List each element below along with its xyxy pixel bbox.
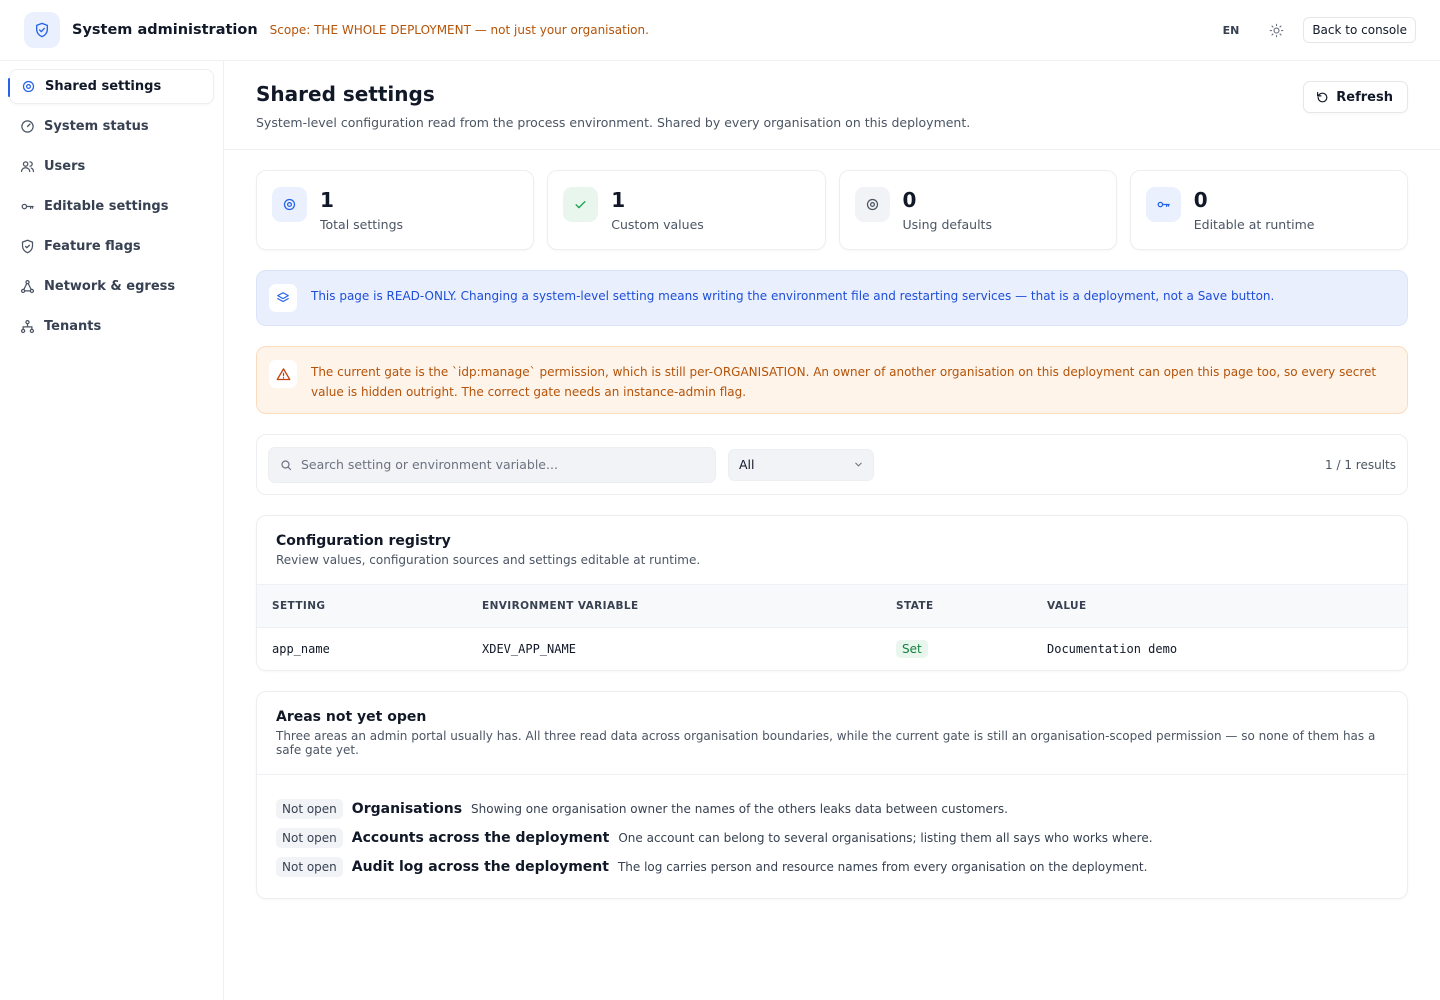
network-icon — [19, 279, 35, 295]
not-open-badge: Not open — [276, 799, 343, 819]
page-title: Shared settings — [256, 82, 435, 106]
registry-table — [257, 585, 1407, 670]
check-icon — [563, 187, 598, 222]
top-bar — [0, 0, 1440, 61]
sidebar-item-label: Network & egress — [44, 279, 176, 294]
state-cell — [896, 627, 1047, 670]
sidebar-item-label: System status — [44, 119, 149, 134]
sidebar-item-users[interactable] — [9, 149, 214, 184]
target-icon — [855, 187, 890, 222]
search-input[interactable] — [301, 457, 701, 472]
sidebar-item-system-status[interactable] — [9, 109, 214, 144]
read-only-notice — [256, 270, 1408, 326]
areas-title: Areas not yet open — [276, 709, 427, 725]
sidebar-item-label: Users — [44, 159, 86, 174]
areas-subtitle: Three areas an admin portal usually has. All three read data across organisation boundaries, while the current gate is still an organisation-scoped permission — so none of them has a safe gate yet. — [276, 729, 1376, 757]
setting-cell: app_name — [272, 641, 330, 656]
filter-bar — [256, 434, 1408, 495]
sidebar-item-feature-flags[interactable] — [9, 229, 214, 264]
area-name: Audit log across the deployment — [351, 858, 609, 875]
area-name: Organisations — [351, 800, 463, 817]
area-description: The log carries person and resource names from every organisation on the deployment. — [617, 859, 1148, 874]
not-open-badge: Not open — [276, 857, 343, 877]
table-row[interactable] — [257, 627, 1407, 670]
tenants-icon — [19, 319, 35, 335]
stat-value: 1 — [611, 188, 626, 212]
sidebar-item-label: Feature flags — [44, 239, 141, 254]
stat-label: Total settings — [320, 217, 404, 232]
stat-label: Editable at runtime — [1193, 217, 1315, 232]
state-filter-select[interactable] — [728, 449, 874, 481]
scope-warning: Scope: THE WHOLE DEPLOYMENT — not just your organisation. — [269, 23, 649, 37]
value-cell: Documentation demo — [1047, 641, 1178, 656]
stat-card-custom-values — [547, 170, 825, 250]
gauge-icon — [19, 119, 35, 135]
sidebar-item-label: Tenants — [44, 319, 102, 334]
stat-value: 0 — [902, 188, 917, 212]
registry-title: Configuration registry — [276, 533, 451, 549]
search-icon — [280, 459, 292, 471]
main-content — [224, 61, 1440, 1000]
column-header[interactable]: STATE — [896, 585, 1047, 627]
refresh-icon — [1316, 91, 1329, 104]
shield-logo-icon — [24, 12, 60, 48]
refresh-label: Refresh — [1336, 89, 1393, 105]
stat-label: Custom values — [611, 217, 704, 232]
stat-card-total-settings — [256, 170, 534, 250]
not-open-badge: Not open — [276, 828, 343, 848]
refresh-button[interactable] — [1303, 81, 1408, 113]
registry-subtitle: Review values, configuration sources and settings editable at runtime. — [276, 553, 701, 567]
stat-value: 0 — [1193, 188, 1208, 212]
area-description: One account can belong to several organisations; listing them all says who works where. — [618, 830, 1153, 845]
sidebar — [0, 61, 224, 1000]
stat-card-editable-runtime — [1130, 170, 1408, 250]
sidebar-item-editable-settings[interactable] — [9, 189, 214, 224]
users-icon — [19, 159, 35, 175]
app-title: System administration — [72, 22, 258, 38]
search-box — [268, 447, 716, 483]
page-subtitle: System-level configuration read from the process environment. Shared by every organisation on this deployment. — [256, 115, 971, 130]
page-header — [224, 61, 1440, 150]
env-var-cell: XDEV_APP_NAME — [482, 641, 576, 656]
settings-icon — [20, 79, 36, 95]
column-header[interactable]: ENVIRONMENT VARIABLE — [482, 585, 896, 627]
sidebar-item-network-egress[interactable] — [9, 269, 214, 304]
info-notice-text: This page is READ-ONLY. Changing a system-level setting means writing the environment file and restarting services — that is a deployment, not a Save button. — [311, 289, 1275, 303]
warning-notice-text: The current gate is the `idp:manage` permission, which is still per-ORGANISATION. An owner of another organisation on this deployment can open this page too, so every secret value is hidden outright. The correct gate needs an instance-admin flag. — [311, 365, 1377, 399]
back-to-console-button[interactable]: Back to console — [1303, 17, 1416, 43]
sidebar-item-shared-settings[interactable] — [9, 69, 214, 104]
list-item — [276, 852, 1388, 881]
stats-row — [256, 170, 1408, 250]
gate-warning-notice — [256, 346, 1408, 414]
layers-icon — [269, 284, 297, 312]
sidebar-item-label: Editable settings — [44, 199, 169, 214]
column-header[interactable]: VALUE — [1047, 585, 1407, 627]
stat-value: 1 — [320, 188, 334, 212]
settings-icon — [272, 187, 307, 222]
sidebar-item-tenants[interactable] — [9, 309, 214, 344]
status-badge: Set — [896, 640, 928, 658]
key-icon — [1146, 187, 1181, 222]
key-icon — [19, 199, 35, 215]
table-header-row — [257, 585, 1407, 627]
area-description: Showing one organisation owner the names of the others leaks data between customers. — [471, 801, 1008, 816]
stat-label: Using defaults — [902, 217, 992, 232]
area-name: Accounts across the deployment — [351, 829, 610, 846]
sidebar-item-label: Shared settings — [45, 79, 162, 94]
results-count: 1 / 1 results — [1325, 457, 1396, 472]
warning-triangle-icon — [269, 360, 297, 388]
configuration-registry-card — [256, 515, 1408, 671]
language-switch[interactable]: EN — [1222, 23, 1240, 37]
chevron-down-icon — [853, 459, 864, 470]
list-item — [276, 794, 1388, 823]
areas-not-open-card — [256, 691, 1408, 899]
column-header[interactable]: SETTING — [257, 585, 482, 627]
select-value: All — [739, 457, 755, 472]
list-item — [276, 823, 1388, 852]
shield-icon — [19, 239, 35, 255]
stat-card-using-defaults — [839, 170, 1117, 250]
sun-icon[interactable] — [1265, 19, 1287, 41]
